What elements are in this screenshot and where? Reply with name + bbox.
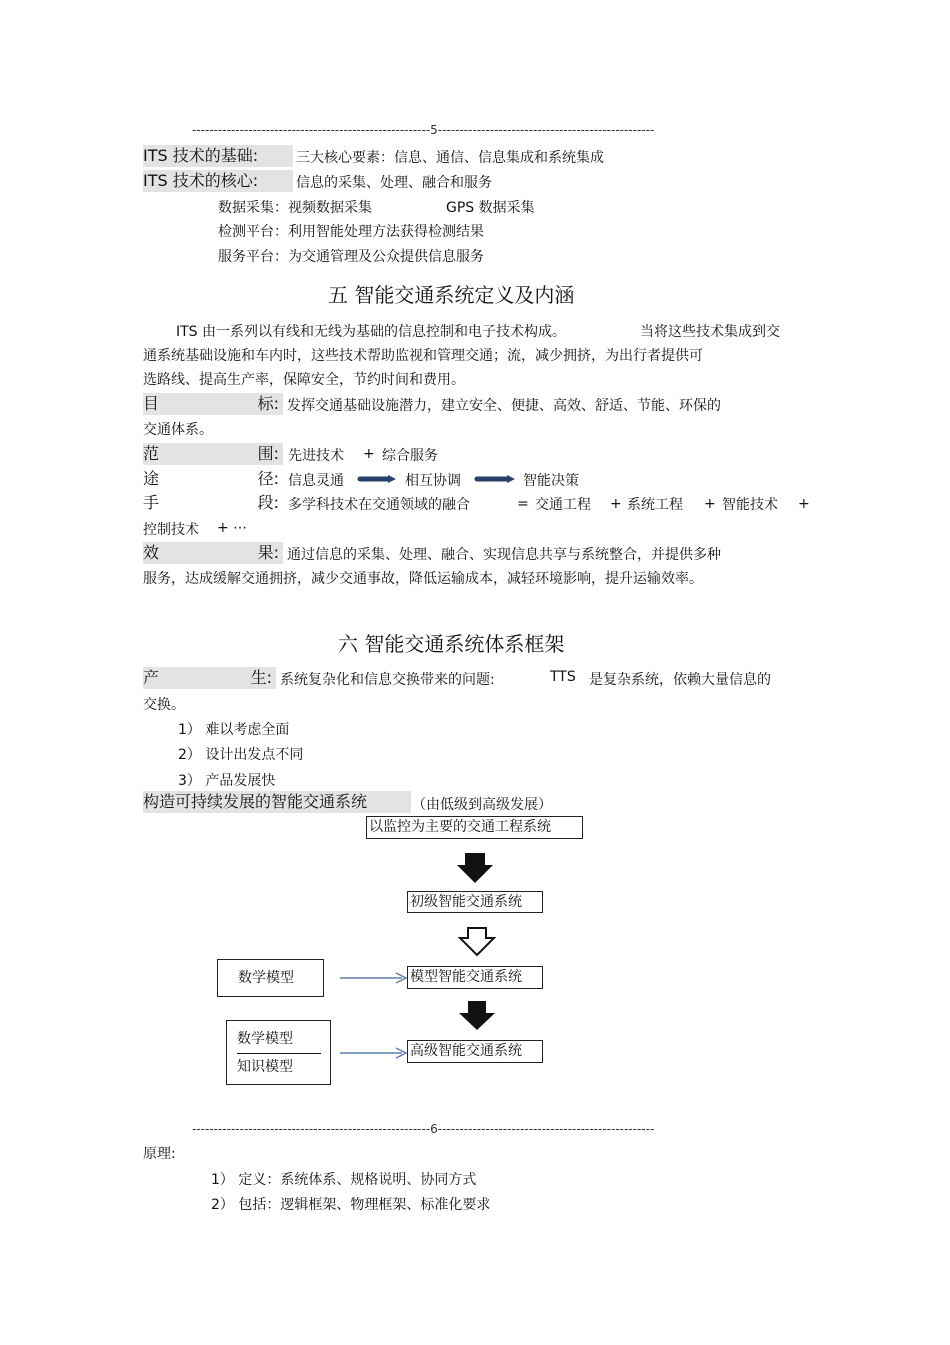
section5-intro-line1b: 当将这些技术集成到交 <box>640 324 780 340</box>
scope-plus: + <box>363 446 375 462</box>
build-label <box>143 791 411 813</box>
input-box-2-label-b: 知识模型 <box>237 1059 293 1075</box>
solid-down-arrow-2 <box>457 1001 497 1031</box>
path-arrow-2 <box>475 473 517 485</box>
path-label <box>143 468 283 490</box>
origin-line2: 交换。 <box>143 697 185 713</box>
problem-num: 2） <box>178 747 201 763</box>
means-plus-3: + <box>798 496 810 512</box>
flow-stage-2 <box>407 891 543 913</box>
its-basis-label <box>143 145 293 167</box>
input-box-2-divider <box>237 1053 321 1054</box>
origin-label-b: 生: <box>250 668 272 687</box>
build-note: （由低级到高级发展） <box>412 797 552 813</box>
principle-text: 包括：逻辑框架、物理框架、标准化要求 <box>238 1197 491 1213</box>
scope-text-1: 先进技术 <box>288 448 344 464</box>
input-arrow-2 <box>340 1047 408 1059</box>
scope-text-2: 综合服务 <box>382 448 438 464</box>
scope-label <box>143 443 283 465</box>
goal-label-a: 目 <box>143 394 160 413</box>
path-label-a: 途 <box>143 469 160 488</box>
principle-num: 1） <box>211 1172 234 1188</box>
input-box-2-label-a: 数学模型 <box>237 1031 293 1047</box>
effect-label-b: 果: <box>257 543 279 562</box>
core-item-gps: GPS 数据采集 <box>446 200 535 216</box>
core-item-text: 视频数据采集 <box>288 200 372 216</box>
problem-text: 设计出发点不同 <box>205 747 304 763</box>
principle-title: 原理: <box>143 1146 176 1162</box>
page-separator-bottom: -------------------------------------------------------6-------------------------------------------------- <box>192 1122 655 1136</box>
origin-tts: TTS <box>550 669 576 685</box>
goal-label-b: 标: <box>257 394 279 413</box>
flow-stage-1 <box>366 816 583 839</box>
core-item-text: 为交通管理及公众提供信息服务 <box>288 249 484 265</box>
its-core-label-text: ITS 技术的核心: <box>143 171 259 190</box>
section5-intro-line3: 选路线、提高生产率，保障安全，节约时间和费用。 <box>143 372 465 388</box>
scope-label-b: 围: <box>257 444 279 463</box>
problem-item-2 <box>178 744 303 764</box>
means-text-4: 智能技术 <box>722 497 778 513</box>
means-label <box>143 492 283 514</box>
means-plus-1: + <box>610 496 622 512</box>
core-item-service <box>218 246 484 266</box>
its-basis-label-text: ITS 技术的基础: <box>143 146 259 165</box>
path-label-b: 径: <box>257 469 279 488</box>
flow-stage-3 <box>407 966 543 989</box>
flow-stage-4-label: 高级智能交通系统 <box>410 1043 522 1059</box>
flow-stage-3-label: 模型智能交通系统 <box>410 969 522 985</box>
scope-label-a: 范 <box>143 444 160 463</box>
core-item-detection <box>218 221 484 241</box>
section5-intro-line1: ITS 由一系列以有线和无线为基础的信息控制和电子技术构成。 <box>176 324 567 340</box>
effect-label-a: 效 <box>143 543 160 562</box>
build-label-text: 构造可持续发展的智能交通系统 <box>143 792 368 811</box>
path-step-3: 智能决策 <box>523 473 579 489</box>
origin-label <box>143 667 276 689</box>
means-line2-text: 控制技术 <box>143 522 199 538</box>
origin-text-2: 是复杂系统，依赖大量信息的 <box>589 672 771 688</box>
origin-text: 系统复杂化和信息交换带来的问题: <box>280 672 495 688</box>
its-core-text: 信息的采集、处理、融合和服务 <box>296 175 492 191</box>
problem-item-1 <box>178 719 289 739</box>
core-item-label: 检测平台： <box>218 224 288 240</box>
input-box-1 <box>217 959 324 997</box>
input-arrow-1 <box>340 972 408 984</box>
origin-label-a: 产 <box>143 668 160 687</box>
effect-text-line2: 服务，达成缓解交通拥挤，减少交通事故，降低运输成本，减轻环境影响，提升运输效率。 <box>143 571 703 587</box>
core-item-text: 利用智能处理方法获得检测结果 <box>288 224 484 240</box>
hollow-down-arrow <box>457 927 497 957</box>
means-text-1: 多学科技术在交通领域的融合 <box>288 497 470 513</box>
problem-num: 1） <box>178 722 201 738</box>
goal-text: 发挥交通基础设施潜力，建立安全、便捷、高效、舒适、节能、环保的 <box>287 398 721 414</box>
principle-item-1 <box>211 1169 476 1189</box>
goal-text-line2: 交通体系。 <box>143 422 213 438</box>
means-line2-etc: + ⋯ <box>217 520 248 536</box>
goal-label <box>143 393 283 415</box>
principle-num: 2） <box>211 1197 234 1213</box>
section5-title: 五 智能交通系统定义及内涵 <box>328 283 575 307</box>
means-label-b: 段: <box>257 493 279 512</box>
means-text-3: 系统工程 <box>627 497 683 513</box>
section6-title: 六 智能交通系统体系框架 <box>338 632 565 656</box>
path-step-2: 相互协调 <box>405 473 461 489</box>
means-eq: = <box>517 496 529 512</box>
problem-text: 难以考虑全面 <box>205 722 290 738</box>
flow-stage-1-label: 以监控为主要的交通工程系统 <box>369 819 551 835</box>
its-basis-text: 三大核心要素：信息、通信、信息集成和系统集成 <box>296 150 604 166</box>
flow-stage-2-label: 初级智能交通系统 <box>410 894 522 910</box>
section5-intro-line2: 通系统基础设施和车内时，这些技术帮助监视和管理交通；流，减少拥挤，为出行者提供可 <box>143 348 703 364</box>
means-label-a: 手 <box>143 493 160 512</box>
core-item-label: 数据采集： <box>218 200 288 216</box>
principle-item-2 <box>211 1194 490 1214</box>
core-item-data-collection <box>218 197 372 217</box>
input-box-2 <box>226 1020 331 1085</box>
effect-text: 通过信息的采集、处理、融合、实现信息共享与系统整合，并提供多种 <box>287 547 721 563</box>
its-core-label <box>143 170 293 192</box>
means-text-2: 交通工程 <box>535 497 591 513</box>
problem-num: 3） <box>178 773 201 789</box>
effect-label <box>143 542 283 564</box>
core-item-label: 服务平台： <box>218 249 288 265</box>
principle-text: 定义：系统体系、规格说明、协同方式 <box>238 1172 477 1188</box>
flow-stage-4 <box>407 1040 543 1063</box>
path-arrow-1 <box>358 473 398 485</box>
problem-text: 产品发展快 <box>205 773 276 789</box>
path-step-1: 信息灵通 <box>288 473 344 489</box>
solid-down-arrow-1 <box>455 853 495 885</box>
means-plus-2: + <box>704 496 716 512</box>
problem-item-3 <box>178 770 275 790</box>
input-box-1-label: 数学模型 <box>238 970 294 986</box>
page-separator-top: -------------------------------------------------------5-------------------------------------------------- <box>192 123 655 137</box>
